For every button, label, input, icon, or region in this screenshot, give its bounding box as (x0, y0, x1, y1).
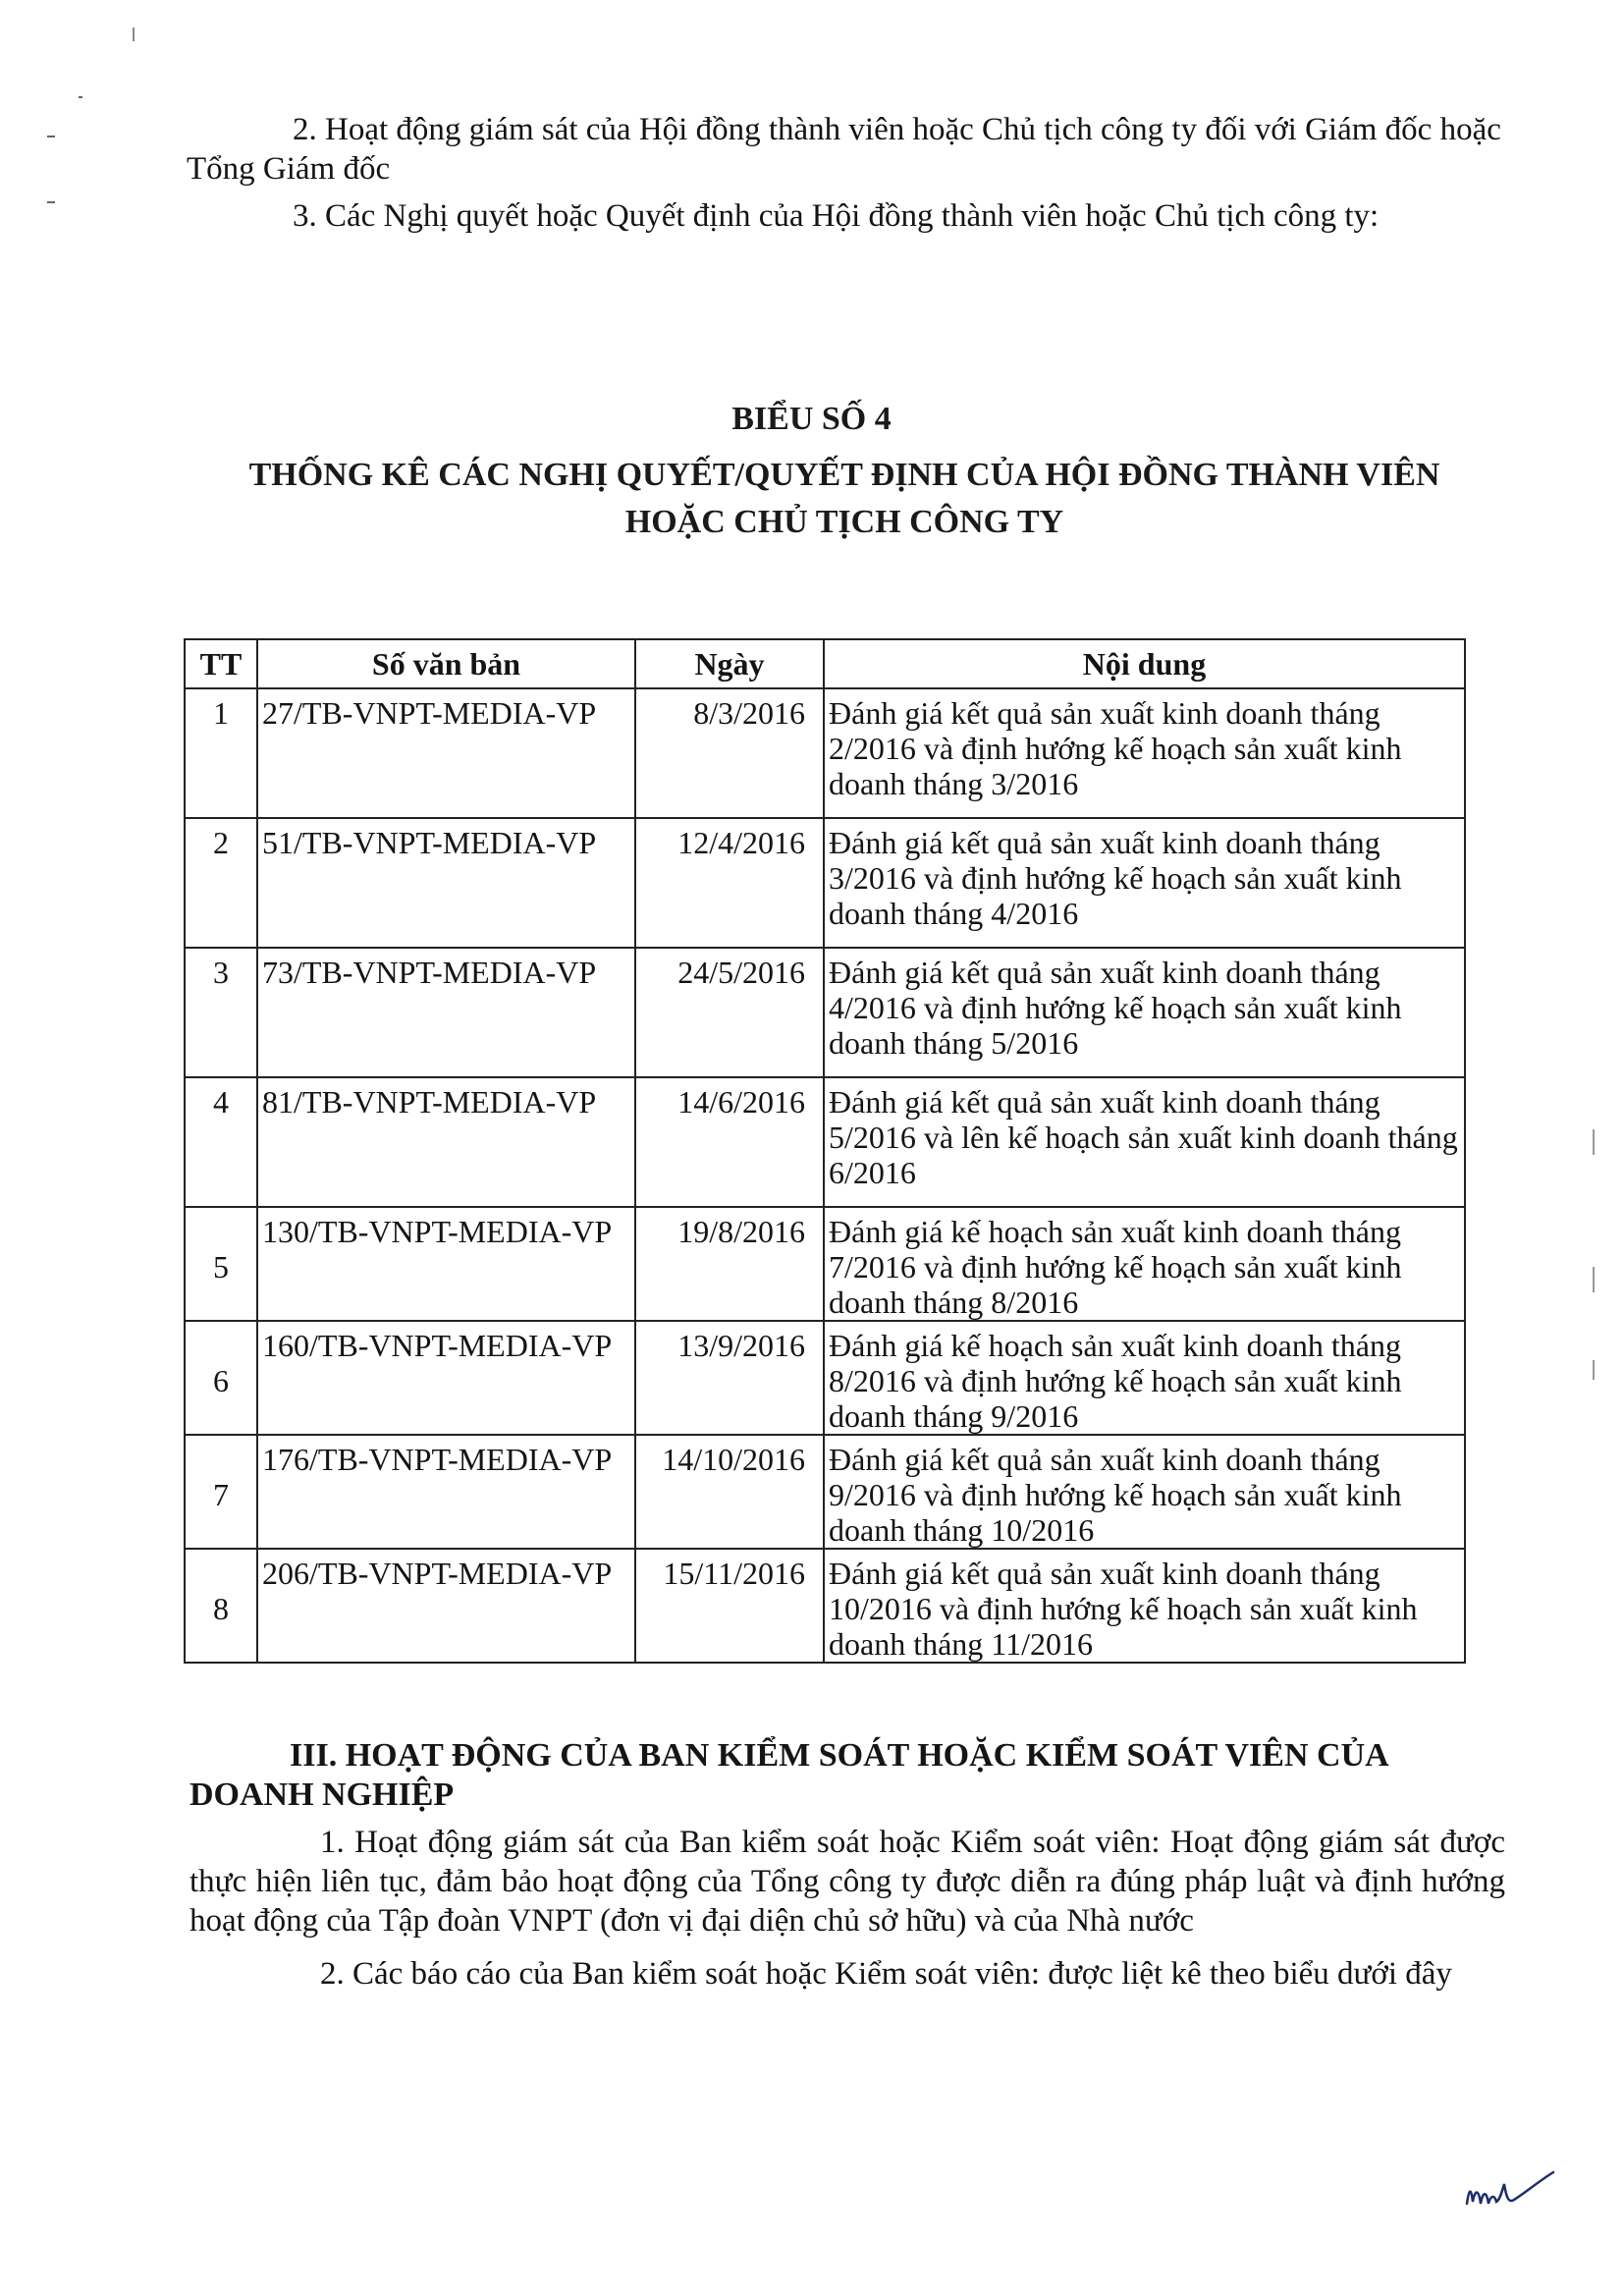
section2-item2 (187, 110, 1502, 189)
cell-ngay: 14/6/2016 (635, 1077, 824, 1207)
cell-tt: 1 (185, 688, 257, 818)
cell-tt: 6 (185, 1321, 257, 1435)
cell-noi-dung: Đánh giá kết quả sản xuất kinh doanh tháng 5/2016 và lên kế hoạch sản xuất kinh doanh tháng 6/2016 (824, 1077, 1465, 1207)
cell-noi-dung: Đánh giá kết quả sản xuất kinh doanh tháng 2/2016 và định hướng kế hoạch sản xuất kinh doanh tháng 3/2016 (824, 688, 1465, 818)
section2-item2-text: 2. Hoạt động giám sát của Hội đồng thành viên hoặc Chủ tịch công ty đối với Giám đốc hoặc Tổng Giám đốc (187, 112, 1501, 187)
cell-ngay: 15/11/2016 (635, 1549, 824, 1663)
section2-item3: 3. Các Nghị quyết hoặc Quyết định của Hội đồng thành viên hoặc Chủ tịch công ty: (293, 198, 1380, 234)
table-row (185, 818, 1465, 948)
scan-speck (47, 136, 55, 137)
table-row (185, 1321, 1465, 1435)
cell-ngay: 12/4/2016 (635, 818, 824, 948)
cell-tt: 7 (185, 1435, 257, 1549)
table-header-row (185, 639, 1465, 688)
cell-ngay: 24/5/2016 (635, 948, 824, 1077)
header-ngay: Ngày (635, 639, 824, 688)
table-row (185, 1549, 1465, 1663)
decisions-table (184, 638, 1466, 1664)
cell-tt: 2 (185, 818, 257, 948)
cell-so-van-ban: 206/TB-VNPT-MEDIA-VP (257, 1549, 635, 1663)
cell-tt: 4 (185, 1077, 257, 1207)
header-noi-dung: Nội dung (824, 639, 1465, 688)
cell-so-van-ban: 81/TB-VNPT-MEDIA-VP (257, 1077, 635, 1207)
scan-speck (1593, 1129, 1595, 1155)
cell-noi-dung: Đánh giá kết quả sản xuất kinh doanh tháng 9/2016 và định hướng kế hoạch sản xuất kinh doanh tháng 10/2016 (824, 1435, 1465, 1549)
table-row (185, 688, 1465, 818)
table-row (185, 948, 1465, 1077)
scan-speck (1593, 1360, 1595, 1380)
scan-speck (133, 27, 135, 41)
cell-ngay: 19/8/2016 (635, 1207, 824, 1321)
scan-speck (47, 201, 55, 203)
cell-noi-dung: Đánh giá kết quả sản xuất kinh doanh tháng 4/2016 và định hướng kế hoạch sản xuất kinh doanh tháng 5/2016 (824, 948, 1465, 1077)
section3-item1: 1. Hoạt động giám sát của Ban kiểm soát hoặc Kiểm soát viên: Hoạt động giám sát được thực hiện liên tục, đảm bảo hoạt động của Tổng công ty được diễn ra đúng pháp luật và định hướng hoạt động của Tập đoàn VNPT (đơn vị đại diện chủ sở hữu) và của Nhà nước (189, 1825, 1505, 1939)
header-so-van-ban: Số văn bản (257, 639, 635, 688)
table-row (185, 1207, 1465, 1321)
cell-ngay: 8/3/2016 (635, 688, 824, 818)
table-row (185, 1435, 1465, 1549)
form-title: BIỂU SỐ 4 (731, 401, 892, 437)
cell-so-van-ban: 73/TB-VNPT-MEDIA-VP (257, 948, 635, 1077)
cell-tt: 3 (185, 948, 257, 1077)
scan-speck (79, 96, 82, 98)
cell-so-van-ban: 160/TB-VNPT-MEDIA-VP (257, 1321, 635, 1435)
cell-ngay: 14/10/2016 (635, 1435, 824, 1549)
section3-item2: 2. Các báo cáo của Ban kiểm soát hoặc Kiểm soát viên: được liệt kê theo biểu dưới đây (320, 1956, 1452, 1992)
table-row (185, 1077, 1465, 1207)
section3-heading: III. HOẠT ĐỘNG CỦA BAN KIỂM SOÁT HOẶC KIỂM SOÁT VIÊN CỦA DOANH NGHIỆP (189, 1737, 1387, 1813)
form-subtitle: THỐNG KÊ CÁC NGHỊ QUYẾT/QUYẾT ĐỊNH CỦA HỘI ĐỒNG THÀNH VIÊN HOẶC CHỦ TỊCH CÔNG TY (248, 457, 1440, 540)
cell-noi-dung: Đánh giá kế hoạch sản xuất kinh doanh tháng 7/2016 và định hướng kế hoạch sản xuất kinh doanh tháng 8/2016 (824, 1207, 1465, 1321)
cell-ngay: 13/9/2016 (635, 1321, 824, 1435)
cell-so-van-ban: 176/TB-VNPT-MEDIA-VP (257, 1435, 635, 1549)
initials-signature (1463, 2160, 1561, 2219)
cell-tt: 8 (185, 1549, 257, 1663)
cell-noi-dung: Đánh giá kế hoạch sản xuất kinh doanh tháng 8/2016 và định hướng kế hoạch sản xuất kinh doanh tháng 9/2016 (824, 1321, 1465, 1435)
cell-noi-dung: Đánh giá kết quả sản xuất kinh doanh tháng 3/2016 và định hướng kế hoạch sản xuất kinh doanh tháng 4/2016 (824, 818, 1465, 948)
cell-so-van-ban: 51/TB-VNPT-MEDIA-VP (257, 818, 635, 948)
header-tt: TT (185, 639, 257, 688)
cell-so-van-ban: 130/TB-VNPT-MEDIA-VP (257, 1207, 635, 1321)
cell-so-van-ban: 27/TB-VNPT-MEDIA-VP (257, 688, 635, 818)
cell-tt: 5 (185, 1207, 257, 1321)
scan-speck (1593, 1267, 1595, 1292)
cell-noi-dung: Đánh giá kết quả sản xuất kinh doanh tháng 10/2016 và định hướng kế hoạch sản xuất kinh doanh tháng 11/2016 (824, 1549, 1465, 1663)
